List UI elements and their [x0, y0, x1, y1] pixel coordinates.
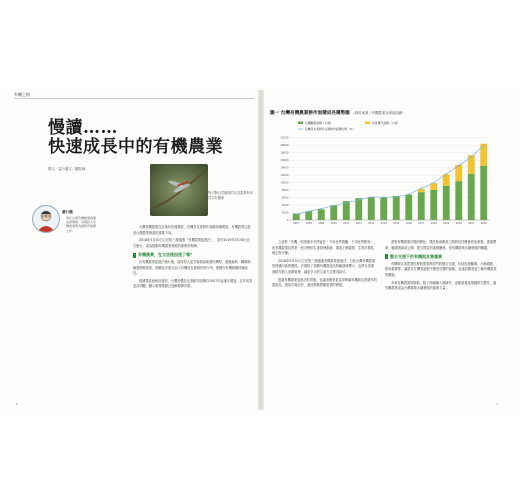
- bar-organic: [430, 190, 437, 220]
- x-tick-label: 2015: [393, 222, 400, 225]
- dragonfly-photo: [150, 164, 208, 216]
- x-tick-label: 2011: [343, 222, 350, 225]
- paragraph: 面對有機農業市場的變化，農民與消費者之間的信任關係愈加重要，透過標章、驗證與資訊公開，建立穩定的產銷關係，是有機農業永續發展的關鍵。: [385, 240, 497, 250]
- x-tick-label: 2018: [430, 222, 437, 225]
- bar-organic: [355, 198, 362, 220]
- y-tick-label: 10000: [280, 181, 289, 185]
- paragraph: 有機與友善農業的發展需要跨部門的整合支援，包括技術輔導、行銷通路、教育推廣等，讓農友在轉型過程中獲得完整的協助，也讓消費者更了解有機農業的價值。: [385, 261, 497, 277]
- x-tick-label: 2010: [330, 222, 337, 225]
- column-1: [133, 225, 253, 292]
- bar-organic: [368, 197, 375, 220]
- y-tick-label: 20000: [280, 144, 289, 148]
- y-tick-label: 16000: [280, 159, 289, 163]
- ratio-point: [358, 199, 360, 201]
- x-tick-label: 2007: [293, 222, 300, 225]
- y-tick-label: 6000: [281, 196, 289, 200]
- bar-organic: [343, 201, 350, 220]
- subhead-marker: [385, 254, 388, 259]
- ratio-point: [470, 156, 472, 158]
- y-tick-label: 22000: [280, 136, 289, 140]
- ratio-point: [445, 173, 447, 175]
- x-tick-label: 2020: [455, 222, 462, 225]
- bar-organic: [330, 205, 337, 220]
- ratio-point: [483, 145, 485, 147]
- chart-svg: [270, 118, 500, 230]
- bar-friendly: [480, 144, 487, 166]
- author-name: 蕭行儀: [62, 210, 73, 214]
- ratio-point: [320, 208, 322, 210]
- ratio-point: [420, 188, 422, 190]
- ratio-point: [408, 193, 410, 195]
- bar-organic: [418, 192, 425, 220]
- ratio-point: [370, 196, 372, 198]
- area-chart: [270, 110, 500, 228]
- paragraph: 2018年5月30日立法院三讀通過有機農業促進法，自此台灣有機農業管理邁向新的階段。法規除了規範有機農產品的驗證與標示，也將友善環境耕作納入登錄管理，讓更多元的生產方式獲得認可。: [272, 258, 376, 274]
- header-rule: [14, 98, 254, 99]
- ratio-point: [383, 196, 385, 198]
- paragraph: 自有機農業促進法施行後，政府投入更多資源協助農民轉型，透過補助、輔導與驗證制度改善，鼓勵更多農友加入有機及友善耕作的行列，使國內有機面積持續成長。: [133, 259, 251, 276]
- paragraph: 之前對「有機」的認識多半停留在「不用化學農藥、不用化學肥料」，但有機農業其實是一套完整的生產管理系統，重視土壤健康、生物多樣性與生態平衡。: [272, 240, 377, 256]
- legend-label: 友善農作面積（公頃）: [372, 121, 400, 125]
- paragraph: 未來有機農業的推動，除了持續擴大面積外，更應重視產業鏈的完整性，讓有機農業成為台灣農業永續發展的重要力量。: [385, 280, 497, 291]
- ratio-point: [308, 211, 310, 213]
- page-number-left: 6: [16, 402, 18, 406]
- x-tick-label: 2017: [418, 222, 425, 225]
- author-avatar: [32, 205, 60, 233]
- paragraph: 根據農委會統計資料，台灣有機及友善耕作面積自2007年起逐年增加，近年成長更為明顯，顯示政策推動已逐漸發揮效果。: [133, 278, 253, 289]
- x-tick-label: 2009: [318, 222, 325, 225]
- x-tick-label: 2022: [480, 222, 487, 225]
- ratio-point: [458, 165, 460, 167]
- section-tag: 有機之路: [14, 92, 30, 97]
- x-tick-label: 2019: [443, 222, 450, 225]
- x-tick-label: 2012: [355, 222, 362, 225]
- subheading-1: 有機農業，在立法後加速了嗎？: [133, 252, 253, 258]
- title-line-1: 慢讀……: [48, 118, 118, 138]
- bar-organic: [468, 174, 475, 220]
- y-tick-label: 4000: [281, 204, 289, 208]
- x-tick-label: 2014: [380, 222, 387, 225]
- x-tick-label: 2008: [305, 222, 312, 225]
- photo-caption: 生物不斷自然循環的友善農業利用自然共好關係: [205, 191, 253, 200]
- legend-label: 有機驗證面積（公頃）: [305, 121, 333, 125]
- y-tick-label: 8000: [281, 189, 289, 193]
- page-number-right: 7: [496, 402, 498, 406]
- ratio-point: [333, 205, 335, 207]
- column-2: [272, 240, 377, 291]
- legend-swatch: [365, 122, 370, 125]
- x-tick-label: 2021: [468, 222, 475, 225]
- author-bio: 現任台灣有機農業推廣協會理事，長期投入有機農業與食農教育推廣工作。: [66, 216, 97, 233]
- ratio-point: [345, 202, 347, 204]
- paragraph: 2018年5月30日立法院三讀通過「有機農業促進法」，並於2019年5月30日正式施行，成為推動有機農業發展的重要里程碑。: [133, 238, 251, 248]
- subhead-marker: [133, 253, 136, 258]
- subheading-2: 整合支援下的有機與友善農業: [385, 254, 497, 260]
- bar-organic: [318, 209, 325, 220]
- paragraph: 透過有機農業促進法的實施，也讓消費者更容易辨識有機與友善耕作的農產品，增加市場信任，進而帶動整體產業的發展。: [272, 277, 377, 288]
- bar-friendly: [468, 155, 475, 174]
- paragraph: 台灣有機農業在近幾年快速發展，有機及友善耕作面積持續增加，有機農業已經是台灣農業發展的重要方向。: [133, 225, 251, 235]
- y-tick-label: 14000: [280, 166, 289, 170]
- chart-title: 圖一 台灣有機農業耕作面積成長趨勢圖 （資料來源／有機農業全球資訊網）: [270, 111, 406, 116]
- bar-organic: [305, 211, 312, 220]
- page-crease: [258, 90, 264, 410]
- y-tick-label: 2000: [281, 211, 289, 215]
- byline: 撰文／蕭行儀文／攝影師: [48, 167, 86, 171]
- legend-swatch: [298, 122, 303, 125]
- y-tick-label: 18000: [280, 151, 289, 155]
- x-tick-label: 2013: [368, 222, 375, 225]
- title-line-2: 快速成長中的有機農業: [48, 137, 223, 157]
- bar-organic: [405, 195, 412, 220]
- ratio-point: [433, 182, 435, 184]
- y-tick-label: 12000: [280, 174, 289, 178]
- bar-organic: [393, 196, 400, 220]
- column-3: [385, 240, 497, 294]
- legend-label: 有機及友善耕作占總耕作面積比例（%）: [305, 127, 356, 131]
- bar-organic: [443, 186, 450, 220]
- bar-organic: [455, 181, 462, 220]
- bar-organic: [380, 198, 387, 220]
- ratio-point: [395, 196, 397, 198]
- article-title: [48, 119, 223, 157]
- ratio-point: [295, 213, 297, 215]
- bar-organic: [480, 166, 487, 220]
- y-tick-label: 0: [286, 219, 289, 222]
- x-tick-label: 2016: [405, 222, 412, 225]
